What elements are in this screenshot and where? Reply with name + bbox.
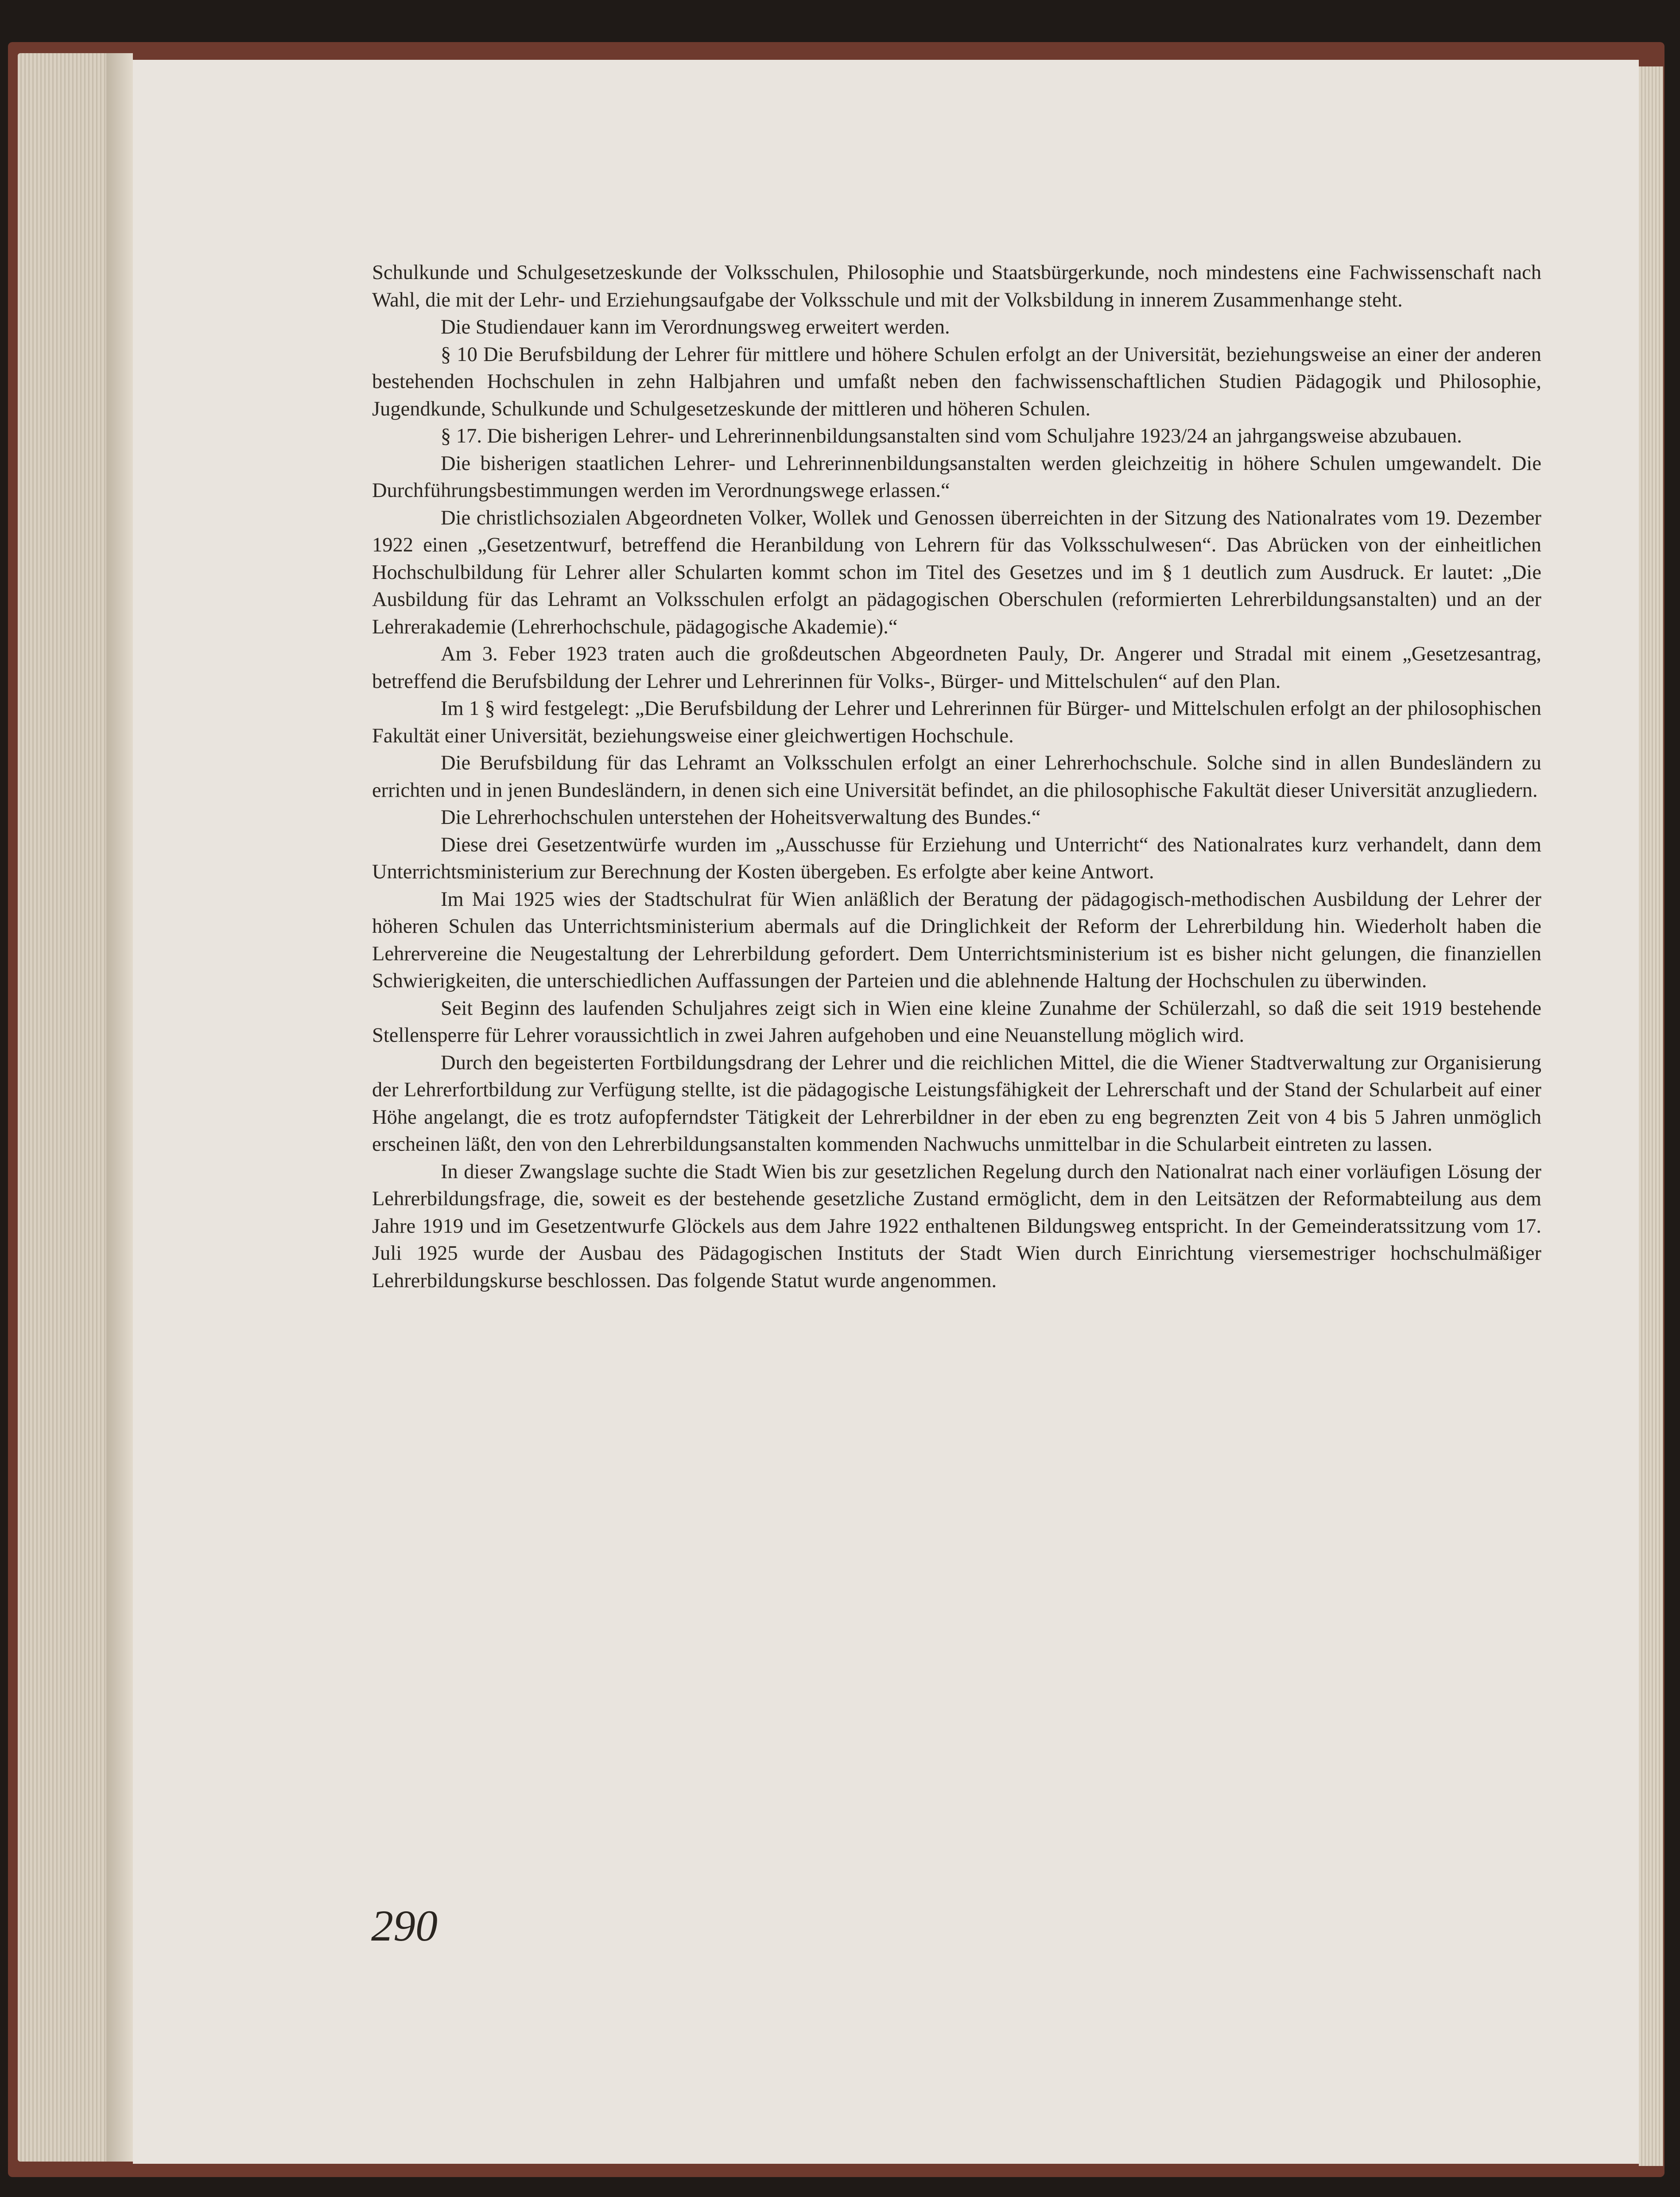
- paragraph: Durch den begeisterten Fortbildungsdrang der Lehrer und die reichlichen Mittel, die die Wiener Stadtverwaltung zur Organisierung der Lehrerfortbildung zur Verfügung stellte, ist die pädagogische Leistungsfähigkeit der Lehrerschaft und der Stand der Schularbeit auf einer Höhe angelangt, die es trotz aufopferndster Tätigkeit der Lehrerbildner in der eben zu eng begrenzten Zeit von 4 bis 5 Jahren unmöglich erscheinen läßt, den von den Lehrerbildungsanstalten kommenden Nachwuchs unmittelbar in die Schularbeit eintreten zu lassen.: [372, 1051, 1541, 1156]
- paragraph: § 10 Die Berufsbildung der Lehrer für mittlere und höhere Schulen erfolgt an der Universität, beziehungsweise an einer der anderen bestehenden Hochschulen in zehn Halbjahren und umfaßt neben den fachwissenschaftlichen Studien Pädagogik und Philosophie, Jugendkunde, Schulkunde und Schulgesetzeskunde der mittleren und höheren Schulen.: [372, 343, 1541, 420]
- paragraph: Schulkunde und Schulgesetzeskunde der Volksschulen, Philosophie und Staatsbürgerkunde, noch mindestens eine Fachwissenschaft nach Wahl, die mit der Lehr- und Erziehungsaufgabe der Volksschule und mit der Volksbildung in innerem Zusammenhange steht.: [372, 261, 1541, 311]
- page-gutter: [106, 53, 133, 2162]
- page-stack-edges: [18, 53, 106, 2162]
- paragraph: Am 3. Feber 1923 traten auch die großdeutschen Abgeordneten Pauly, Dr. Angerer und Stradal mit einem „Gesetzesantrag, betreffend die Berufsbildung der Lehrer und Lehrerinnen für Volks-, Bürger- und Mittelschulen“ auf den Plan.: [372, 643, 1541, 693]
- paragraph: Im Mai 1925 wies der Stadtschulrat für Wien anläßlich der Beratung der pädagogisch-methodischen Ausbildung der Lehrer der höheren Schulen das Unterrichtsministerium abermals auf die Dringlichkeit der Reform der Lehrerbildung hin. Wiederholt haben die Lehrervereine die Neugestaltung der Lehrerbildung gefordert. Dem Unterrichtsministerium ist es bisher nicht gelungen, die finanziellen Schwierigkeiten, die unterschiedlichen Auffassungen der Parteien und die ablehnende Haltung der Hochschulen zu überwinden.: [372, 888, 1541, 992]
- paragraph: Die bisherigen staatlichen Lehrer- und Lehrerinnenbildungsanstalten werden gleichzeitig in höhere Schulen umgewandelt. Die Durchführungsbestimmungen werden im Verordnungswege erlassen.“: [372, 452, 1541, 502]
- paragraph: Diese drei Gesetzentwürfe wurden im „Ausschusse für Erziehung und Unterricht“ des Nationalrates kurz verhandelt, dann dem Unterrichtsministerium zur Berechnung der Kosten übergeben. Es erfolgte aber keine Antwort.: [372, 833, 1541, 883]
- paragraph: Die Studiendauer kann im Verordnungsweg erweitert werden.: [441, 316, 950, 338]
- paragraph: Die christlichsozialen Abgeordneten Volker, Wollek und Genossen überreichten in der Sitzung des Nationalrates vom 19. Dezember 1922 einen „Gesetzentwurf, betreffend die Heranbildung von Lehrern für das Volksschulwesen“. Das Abrücken von der einheitlichen Hochschulbildung für Lehrer aller Schularten kommt schon im Titel des Gesetzes und im § 1 deutlich zum Ausdruck. Er lautet: „Die Ausbildung für das Lehramt an Volksschulen erfolgt an pädagogischen Oberschulen (reformierten Lehrerbildungsanstalten) und an der Lehrerakademie (Lehrerhochschule, pädagogische Akademie).“: [372, 506, 1541, 638]
- paragraph: In dieser Zwangslage suchte die Stadt Wien bis zur gesetzlichen Regelung durch den Nationalrat nach einer vorläufigen Lösung der Lehrerbildungsfrage, die, soweit es der bestehende gesetzliche Zustand ermöglicht, dem in den Leitsätzen der Reformabteilung aus dem Jahre 1919 und im Gesetzentwurfe Glöckels aus dem Jahre 1922 enthaltenen Bildungsweg entspricht. In der Gemeinderatssitzung vom 17. Juli 1925 wurde der Ausbau des Pädagogischen Instituts der Stadt Wien durch Einrichtung viersemestriger hochschulmäßiger Lehrerbildungskurse beschlossen. Das folgende Statut wurde angenommen.: [372, 1160, 1541, 1292]
- paragraph: Die Berufsbildung für das Lehramt an Volksschulen erfolgt an einer Lehrerhochschule. Solche sind in allen Bundesländern zu errichten und in jenen Bundesländern, in denen sich eine Universität befindet, an die philosophische Fakultät dieser Universität anzugliedern.: [372, 752, 1541, 802]
- paragraph: Im 1 § wird festgelegt: „Die Berufsbildung der Lehrer und Lehrerinnen für Bürger- und Mittelschulen erfolgt an der philosophischen Fakultät einer Universität, beziehungsweise einer gleichwertigen Hochschule.: [372, 697, 1541, 747]
- paragraph: § 17. Die bisherigen Lehrer- und Lehrerinnenbildungsanstalten sind vom Schuljahre 1923/24 an jahrgangsweise abzubauen.: [441, 425, 1462, 447]
- page-edges-right: [1639, 66, 1663, 2166]
- paragraph: Seit Beginn des laufenden Schuljahres zeigt sich in Wien eine kleine Zunahme der Schülerzahl, so daß die seit 1919 bestehende Stellensperre für Lehrer voraussichtlich in zwei Jahren aufgehoben und eine Neuanstellung möglich wird.: [372, 997, 1541, 1047]
- body-text: [372, 259, 1541, 1294]
- page-number: 290: [371, 1901, 438, 1950]
- paragraph: Die Lehrerhochschulen unterstehen der Hoheitsverwaltung des Bundes.“: [441, 806, 1041, 829]
